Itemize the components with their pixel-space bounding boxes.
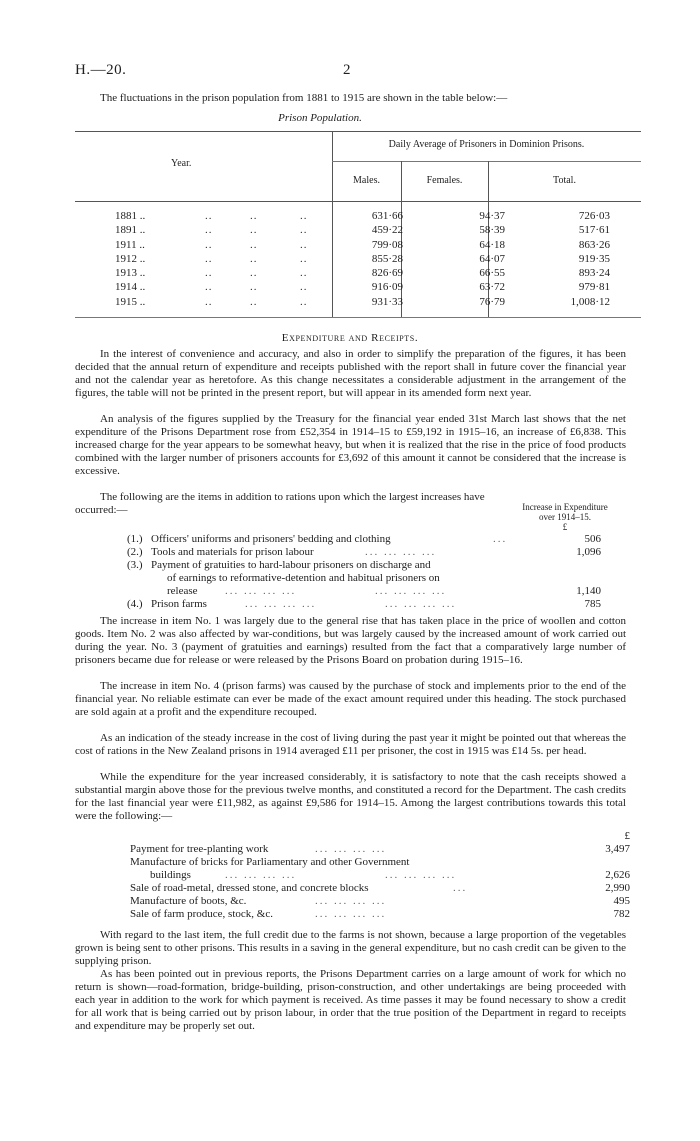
item-value: 785 <box>584 598 601 610</box>
row-total: 1,008·12 <box>570 295 610 308</box>
leader-dots: ... ... ... ... <box>375 585 447 597</box>
currency-unit: £ <box>562 522 568 532</box>
row-leader: .. <box>300 281 308 294</box>
item-label: (1.) <box>127 533 143 545</box>
paragraph: The following are the items in addition to rations upon which the largest increases have occurred:— <box>75 491 485 516</box>
paragraph: As has been pointed out in previous reports, the Prisons Department carries on a large amount of work for which no return is shown—road-formation, bridge-building, prison-construction, and other undertakings are being proceeded with each year in addition to the work for which payment is received. As time passes it may be found necessary to show a credit for all work that is being carried out by prison labour, in order that the true position of the Department in regard to receipts and expenditure may be properly set out. <box>75 968 626 1032</box>
row-males: 916·09 <box>371 281 403 294</box>
item-text: Payment of gratuities to hard-labour prisoners on discharge and <box>151 559 431 571</box>
year-column-header: Year. <box>171 158 192 169</box>
item-text: Officers' uniforms and prisoners' bedding and clothing <box>151 533 391 545</box>
leader-dots: ... ... ... ... <box>225 585 297 597</box>
item-text: Sale of farm produce, stock, &c. <box>130 908 273 920</box>
currency-unit: £ <box>624 830 630 842</box>
table-group-rule <box>332 161 641 162</box>
table-header-rule <box>75 201 641 202</box>
row-leader: .. <box>250 252 258 265</box>
row-leader: .. <box>205 295 213 308</box>
table-body <box>75 209 641 309</box>
list-item <box>75 533 626 546</box>
intro-sentence: The fluctuations in the prison population from 1881 to 1915 are shown in the table below:— <box>100 92 508 104</box>
table-row <box>75 209 641 223</box>
row-leader: .. <box>205 267 213 280</box>
row-total: 893·24 <box>578 267 610 280</box>
item-label: (4.) <box>127 598 143 610</box>
paragraph: The increase in item No. 1 was largely due to the general rise that has taken place in the price of woollen and cotton goods. Item No. 2 was also affected by war-conditions, but was largely caused by the increased amount of work carried out during the year. No. 3 (payment of gratuities and earnings) resulted from the fact that a comparatively large number of prisoners became due for release or were released by the Prisons Board on probation during 1915–16. <box>75 615 626 666</box>
item-value: 1,140 <box>576 585 601 597</box>
item-text: Prison farms <box>151 598 207 610</box>
row-leader: .. <box>205 238 213 251</box>
list-item-continuation <box>75 869 630 882</box>
list-item <box>75 895 630 908</box>
increase-header-line: Increase in Expenditure <box>522 502 608 512</box>
row-leader: .. <box>300 267 308 280</box>
item-text: buildings <box>150 869 191 881</box>
list-item <box>75 598 626 611</box>
item-value: 495 <box>613 895 630 907</box>
table-row <box>75 252 641 266</box>
row-leader: .. <box>300 224 308 237</box>
leader-dots: ... <box>453 882 468 894</box>
item-value: 3,497 <box>605 843 630 855</box>
prison-population-table <box>75 131 641 321</box>
row-females: 76·79 <box>479 295 505 308</box>
currency-row <box>75 830 630 843</box>
row-females: 64·07 <box>479 252 505 265</box>
item-text: Payment for tree-planting work <box>130 843 269 855</box>
item-text: Tools and materials for prison labour <box>151 546 314 558</box>
row-leader: .. <box>250 281 258 294</box>
leader-dots: ... ... ... ... <box>365 546 437 558</box>
list-item <box>75 908 630 921</box>
item-text: Manufacture of bricks for Parliamentary and other Government <box>130 856 410 868</box>
row-males: 631·66 <box>371 210 403 222</box>
row-total: 919·35 <box>578 252 610 265</box>
item-value: 1,096 <box>576 546 601 558</box>
row-females: 94·37 <box>479 210 505 222</box>
item-text: of earnings to reformative-detention and habitual prisoners on <box>167 572 440 584</box>
row-leader: .. <box>205 224 213 237</box>
leader-dots: ... ... ... ... <box>225 869 297 881</box>
item-value: 506 <box>584 533 601 545</box>
row-males: 855·28 <box>371 252 403 265</box>
section-heading: Expenditure and Receipts. <box>281 332 419 344</box>
receipts-list <box>75 830 630 921</box>
row-females: 58·39 <box>479 224 505 237</box>
row-leader: .. <box>300 252 308 265</box>
row-total: 979·81 <box>578 281 610 294</box>
row-females: 66·55 <box>479 267 505 280</box>
leader-dots: ... ... ... ... <box>385 869 457 881</box>
page-number: 2 <box>343 62 351 78</box>
list-item <box>75 882 630 895</box>
row-year: 1912 .. <box>115 252 146 265</box>
item-value: 782 <box>613 908 630 920</box>
list-item <box>75 856 626 869</box>
row-leader: .. <box>250 210 258 222</box>
row-leader: .. <box>250 238 258 251</box>
total-column-header: Total. <box>553 175 576 186</box>
row-males: 459·22 <box>371 224 403 237</box>
paragraph: In the interest of convenience and accuracy, and also in order to simplify the preparation of the figures, it has been decided that the annual return of expenditure and receipts published with the report shall in future cover the financial year and not the calendar year as heretofore. As this change necessitates a considerable adjustment in the arrangement of the figures, the table will not be printed in the present report, but will appear in its amended form next year. <box>75 348 626 399</box>
increase-header-line: over 1914–15. <box>539 512 591 522</box>
list-item <box>75 546 626 559</box>
row-leader: .. <box>205 210 213 222</box>
list-item <box>75 559 626 572</box>
paragraph: With regard to the last item, the full credit due to the farms is not shown, because a large proportion of the vegetables grown is being sent to other prisons. This results in a saving in the general expenditure, but no cash credit can be given to the supplying prison. <box>75 929 626 967</box>
row-leader: .. <box>300 238 308 251</box>
paragraph: The increase in item No. 4 (prison farms) was caused by the purchase of stock and implements prior to the end of the financial year. No reliable estimate can ever be made of the exact amount required under this heading. The stock purchased are sold again at a profit and the expenditure recouped. <box>75 680 626 718</box>
table-row <box>75 223 641 237</box>
row-leader: .. <box>250 224 258 237</box>
row-leader: .. <box>205 252 213 265</box>
males-column-header: Males. <box>353 175 380 186</box>
leader-dots: ... ... ... ... <box>315 843 387 855</box>
list-item <box>75 843 630 856</box>
item-text: release <box>167 585 198 597</box>
row-leader: .. <box>300 295 308 308</box>
females-column-header: Females. <box>426 175 463 186</box>
table-caption: Prison Population. <box>278 112 362 124</box>
table-row <box>75 266 641 280</box>
leader-dots: ... ... ... ... <box>315 908 387 920</box>
leader-dots: ... ... ... ... <box>385 598 457 610</box>
leader-dots: ... <box>493 533 508 545</box>
list-item-continuation <box>75 572 626 585</box>
row-year: 1913 .. <box>115 267 146 280</box>
leader-dots: ... ... ... ... <box>245 598 317 610</box>
row-leader: .. <box>250 267 258 280</box>
item-value: 2,990 <box>605 882 630 894</box>
increase-column-header <box>500 502 630 532</box>
row-year: 1915 .. <box>115 295 146 308</box>
row-total: 863·26 <box>578 238 610 251</box>
row-year: 1881 .. <box>115 210 146 222</box>
document-reference: H.—20. <box>75 62 127 78</box>
item-text: Manufacture of boots, &c. <box>130 895 247 907</box>
row-leader: .. <box>250 295 258 308</box>
increase-list <box>75 533 626 611</box>
row-leader: .. <box>205 281 213 294</box>
daily-average-header: Daily Average of Prisoners in Dominion Prisons. <box>388 139 585 150</box>
item-value: 2,626 <box>605 869 630 881</box>
table-row <box>75 238 641 252</box>
leader-dots: ... ... ... ... <box>315 895 387 907</box>
row-females: 63·72 <box>479 281 505 294</box>
table-row <box>75 295 641 309</box>
item-text: Sale of road-metal, dressed stone, and concrete blocks <box>130 882 369 894</box>
row-males: 799·08 <box>371 238 403 251</box>
paragraph: While the expenditure for the year increased considerably, it is satisfactory to note that the cash receipts showed a substantial margin above those for the previous twelve months, and constituted a record for the Department. The cash credits for the last financial year were £11,982, as against £9,586 for 1914–15. Among the largest contributions towards this total were the following:— <box>75 771 626 822</box>
row-leader: .. <box>300 210 308 222</box>
table-row <box>75 280 641 294</box>
row-males: 826·69 <box>371 267 403 280</box>
item-label: (2.) <box>127 546 143 558</box>
item-label: (3.) <box>127 559 143 571</box>
table-top-rule <box>75 131 641 132</box>
row-males: 931·33 <box>371 295 403 308</box>
row-total: 726·03 <box>578 210 610 222</box>
row-total: 517·61 <box>578 224 610 237</box>
row-year: 1911 .. <box>115 238 145 251</box>
paragraph: An analysis of the figures supplied by the Treasury for the financial year ended 31st March last shows that the net expenditure of the Prisons Department rose from £52,354 in 1914–15 to £59,192 in 1915–16, an increase of £6,838. This increased charge for the year appears to be somewhat heavy, but when it is realized that the rise in the price of food products combined with the larger number of prisoners accounts for £3,692 of this amount it cannot be considered that the increase is excessive. <box>75 413 626 477</box>
table-bottom-rule <box>75 317 641 318</box>
row-females: 64·18 <box>479 238 505 251</box>
paragraph: As an indication of the steady increase in the cost of living during the past year it might be pointed out that whereas the cost of rations in the New Zealand prisons in 1914 averaged £11 per prisoner, the cost in 1915 was £14 5s. per head. <box>75 732 626 757</box>
list-item-continuation <box>75 585 626 598</box>
row-year: 1914 .. <box>115 281 146 294</box>
row-year: 1891 .. <box>115 224 146 237</box>
